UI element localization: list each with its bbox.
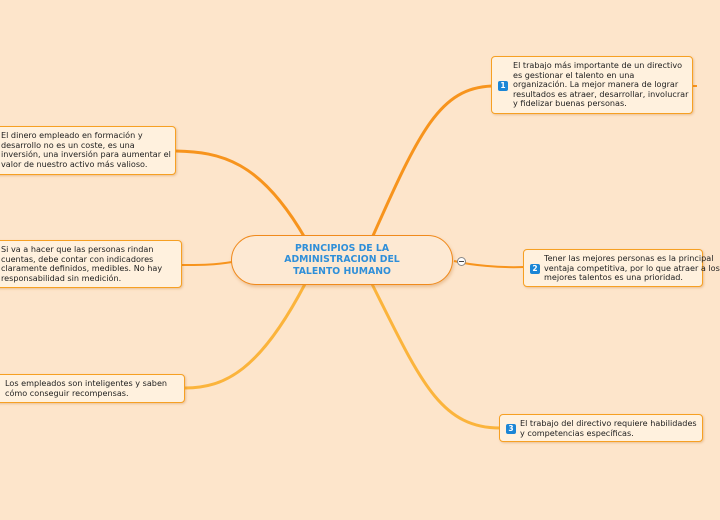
topic-left-1[interactable] — [0, 126, 176, 175]
number-badge-2: 2 — [530, 264, 540, 274]
topic-right-3[interactable] — [499, 414, 703, 442]
topic-text-line: Tener las mejores personas es la principal — [544, 253, 714, 263]
topic-text-line: Los empleados son inteligentes y saben — [5, 378, 168, 388]
topic-text-line: organización. La mejor manera de lograr — [513, 79, 679, 90]
topic-left-2[interactable] — [0, 240, 182, 288]
connector-right-1 — [372, 86, 492, 238]
topic-text-line: claramente definidos, medibles. No hay — [1, 263, 163, 274]
number-badge-3: 3 — [506, 424, 516, 434]
central-topic-text: PRINCIPIOS DE LA ADMINISTRACION DEL TALENTO HUMANO — [284, 242, 400, 277]
connector-left-3 — [185, 284, 305, 388]
topic-text-line: Si va a hacer que las personas rindan — [1, 244, 154, 254]
topic-right-1[interactable] — [491, 56, 693, 114]
topic-left-3[interactable] — [0, 374, 185, 403]
connector-right-3 — [372, 284, 500, 428]
topic-text-line: mejores talentos es una prioridad. — [544, 272, 684, 283]
topic-text-line: responsabilidad sin medición. — [1, 272, 122, 283]
central-topic[interactable] — [231, 235, 453, 285]
topic-text-line: El trabajo del directivo requiere habilidades — [520, 418, 697, 428]
topic-text-line: y competencias específicas. — [520, 427, 634, 438]
connector-left-1 — [176, 151, 305, 238]
topic-text-line: desarrollo no es un coste, es una — [1, 139, 135, 150]
topic-text-line: resultados es atraer, desarrollar, involucrar — [513, 88, 689, 99]
topic-text-line: y fidelizar buenas personas. — [513, 98, 627, 109]
connector-left-2 — [182, 262, 232, 265]
topic-text-line: cómo conseguir recompensas. — [5, 387, 129, 398]
collapse-toggle-icon[interactable] — [457, 257, 466, 266]
topic-text-line: valor de nuestro activo más valioso. — [1, 158, 148, 169]
topic-text-line: inversión, una inversión para aumentar el — [1, 149, 171, 160]
topic-text-line: es gestionar el talento en una — [513, 69, 635, 80]
topic-text-line: ventaja competitiva, por lo que atraer a los — [544, 262, 720, 273]
topic-text-line: cuentas, debe contar con indicadores — [1, 253, 154, 264]
topic-text-line: El trabajo más importante de un directivo — [513, 60, 683, 70]
topic-right-2[interactable] — [523, 249, 720, 287]
topic-text-line: El dinero empleado en formación y — [1, 130, 143, 140]
number-badge-1: 1 — [498, 81, 508, 91]
